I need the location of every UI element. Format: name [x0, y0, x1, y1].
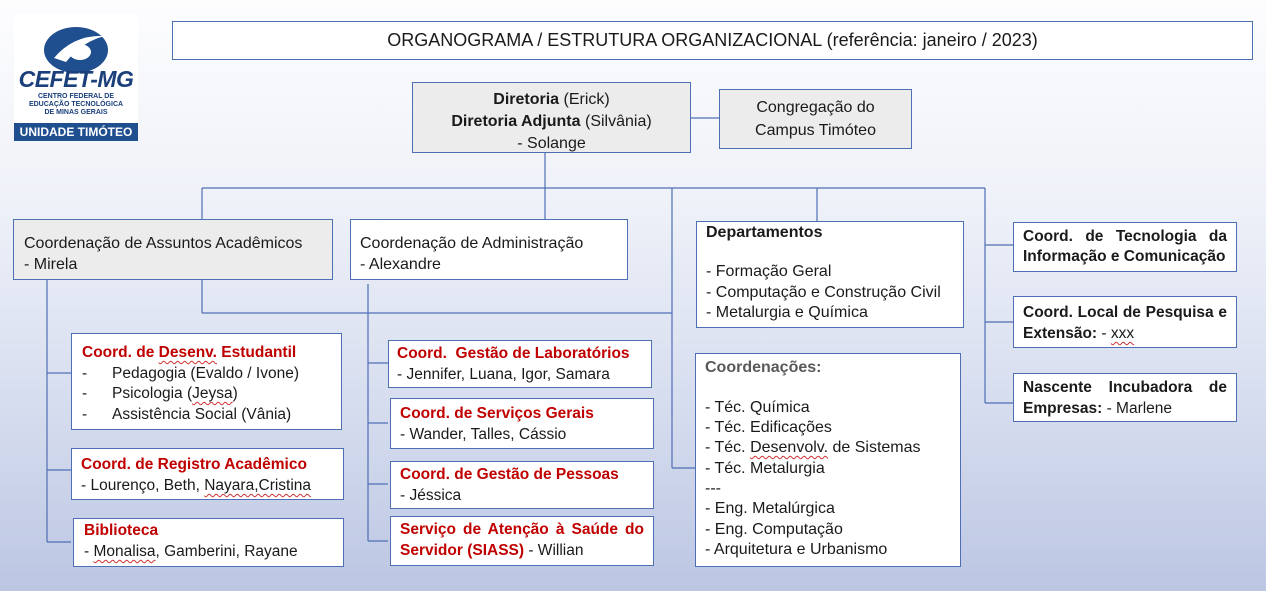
- laboratorios-box: [388, 340, 652, 388]
- registro-people-a: - Lourenço, Beth,: [81, 477, 200, 494]
- desenv-item-text-end: ): [232, 385, 238, 402]
- desenv-item: [82, 405, 341, 426]
- page-title-box: [172, 21, 1253, 60]
- logo-name-line3: DE MINAS GERAIS: [44, 109, 108, 116]
- desenv-item-text: Assistência Social (Vânia): [112, 405, 292, 423]
- academicos-person: - Mirela: [24, 256, 78, 273]
- pesquisa-box: [1013, 296, 1237, 348]
- pesquisa-line1: Coord. Local de Pesquisa e: [1023, 304, 1227, 321]
- biblioteca-person-flagged: Monalisa: [93, 543, 156, 560]
- departamento-item: - Computação e Construção Civil: [706, 284, 941, 301]
- departamento-item: - Formação Geral: [706, 263, 832, 280]
- congregacao-line2: Campus Timóteo: [755, 122, 876, 139]
- siass-person: - Willian: [528, 542, 584, 559]
- coordenacoes-item: - Téc. Metalurgia: [705, 460, 825, 477]
- coordenacoes-title: Coordenações:: [705, 359, 822, 376]
- desenv-item-text-flagged: Jeysa: [192, 385, 233, 402]
- biblioteca-title: Biblioteca: [84, 522, 159, 539]
- pessoas-people: - Jéssica: [400, 487, 462, 504]
- departamento-item: - Metalurgia e Química: [706, 304, 868, 321]
- registro-title: Coord. de Registro Acadêmico: [81, 456, 307, 473]
- desenv-item-dash: -: [82, 364, 88, 382]
- diretoria-adjunta-role: Diretoria Adjunta: [451, 113, 581, 130]
- coordenacoes-item: [705, 438, 921, 458]
- desenv-item-dash: -: [82, 405, 88, 423]
- cefet-emblem-icon: [14, 14, 138, 74]
- diretoria-extra: - Solange: [517, 135, 586, 152]
- servicos-people: - Wander, Talles, Cássio: [400, 426, 567, 443]
- laboratorios-people: - Jennifer, Luana, Igor, Samara: [397, 366, 610, 383]
- coordenacoes-item: - Arquitetura e Urbanismo: [705, 541, 888, 558]
- pessoas-title: Coord. de Gestão de Pessoas: [400, 466, 619, 483]
- coordenacoes-item: - Téc. Química: [705, 399, 810, 416]
- coordenacoes-item-c: de Sistemas: [832, 439, 921, 456]
- academicos-box: [13, 219, 333, 280]
- siass-box: [390, 516, 654, 566]
- coordenacoes-item: - Eng. Computação: [705, 521, 843, 538]
- biblioteca-dash: -: [84, 543, 90, 560]
- biblioteca-box: [73, 518, 344, 567]
- diretoria-box: [412, 82, 691, 153]
- coordenacoes-box: [695, 353, 961, 567]
- logo-unit-banner: UNIDADE TIMÓTEO: [14, 123, 138, 141]
- departamentos-title: Departamentos: [706, 224, 823, 241]
- servicos-box: [390, 398, 654, 449]
- desenv-item-dash: -: [82, 385, 88, 402]
- servicos-title: Coord. de Serviços Gerais: [400, 405, 594, 422]
- registro-box: [71, 448, 344, 500]
- siass-line1: Serviço de Atenção à Saúde do: [400, 521, 644, 538]
- desenv-item: [82, 384, 341, 405]
- logo-name-line1: CENTRO FEDERAL DE: [37, 93, 115, 100]
- diretoria-person: (Erick): [563, 91, 610, 108]
- congregacao-line1: Congregação do: [756, 99, 875, 116]
- ti-box: [1013, 222, 1237, 272]
- incubadora-line2: [1023, 398, 1227, 419]
- desenv-title-c: Estudantil: [221, 344, 297, 361]
- laboratorios-title: Coord. Gestão de Laboratórios: [397, 345, 630, 362]
- logo-acronym: CEFET-MG: [18, 66, 134, 92]
- incubadora-person: - Marlene: [1106, 400, 1173, 417]
- registro-people-b: Nayara,Cristina: [204, 477, 312, 494]
- pesquisa-line2: [1023, 323, 1227, 344]
- administracao-box: [350, 219, 628, 280]
- incubadora-label: Empresas:: [1023, 400, 1103, 417]
- departamentos-box: [696, 221, 964, 328]
- coordenacoes-item: - Téc. Edificações: [705, 419, 832, 436]
- congregacao-box: [719, 89, 912, 149]
- desenv-box: [71, 333, 342, 430]
- pesquisa-label: Extensão:: [1023, 325, 1098, 342]
- logo-name-line2: EDUCAÇÃO TECNOLÓGICA: [28, 101, 124, 108]
- administracao-title: Coordenação de Administração: [360, 235, 584, 252]
- biblioteca-people: [84, 541, 343, 562]
- siass-label: Servidor (SIASS): [400, 542, 525, 559]
- coordenacoes-item-b: Desenvolv.: [750, 439, 829, 456]
- diretoria-line: [413, 89, 690, 111]
- pesquisa-person: xxx: [1110, 325, 1135, 342]
- registro-people: [81, 475, 343, 496]
- pesquisa-dash: -: [1101, 325, 1107, 342]
- diretoria-adjunta-line: [413, 111, 690, 133]
- page-title: ORGANOGRAMA / ESTRUTURA ORGANIZACIONAL (referência: janeiro / 2023): [387, 30, 1038, 50]
- desenv-item: [82, 364, 341, 385]
- ti-line2: Informação e Comunicação: [1023, 248, 1226, 265]
- administracao-person: - Alexandre: [360, 256, 441, 273]
- ti-line1: Coord. de Tecnologia da: [1023, 228, 1227, 245]
- coordenacoes-item-a: - Téc.: [705, 439, 746, 456]
- coordenacoes-item: - Eng. Metalúrgica: [705, 500, 835, 517]
- academicos-title: Coordenação de Assuntos Acadêmicos: [24, 235, 303, 252]
- incubadora-line1: Nascente Incubadora de: [1023, 379, 1227, 396]
- biblioteca-people-rest: , Gamberini, Rayane: [155, 543, 298, 560]
- cefet-logo: [14, 14, 138, 141]
- incubadora-box: [1013, 373, 1237, 422]
- coordenacoes-separator: ---: [705, 480, 721, 497]
- diretoria-role: Diretoria: [493, 91, 560, 108]
- desenv-title-b: Desenv.: [158, 344, 217, 361]
- desenv-item-text: Pedagogia (Evaldo / Ivone): [112, 364, 299, 382]
- desenv-title: [82, 343, 341, 364]
- diretoria-adjunta-person: (Silvânia): [584, 113, 652, 130]
- pessoas-box: [390, 461, 654, 509]
- desenv-item-text: Psicologia (: [112, 385, 193, 402]
- desenv-title-a: Coord. de: [82, 344, 155, 361]
- siass-line2: [400, 540, 644, 561]
